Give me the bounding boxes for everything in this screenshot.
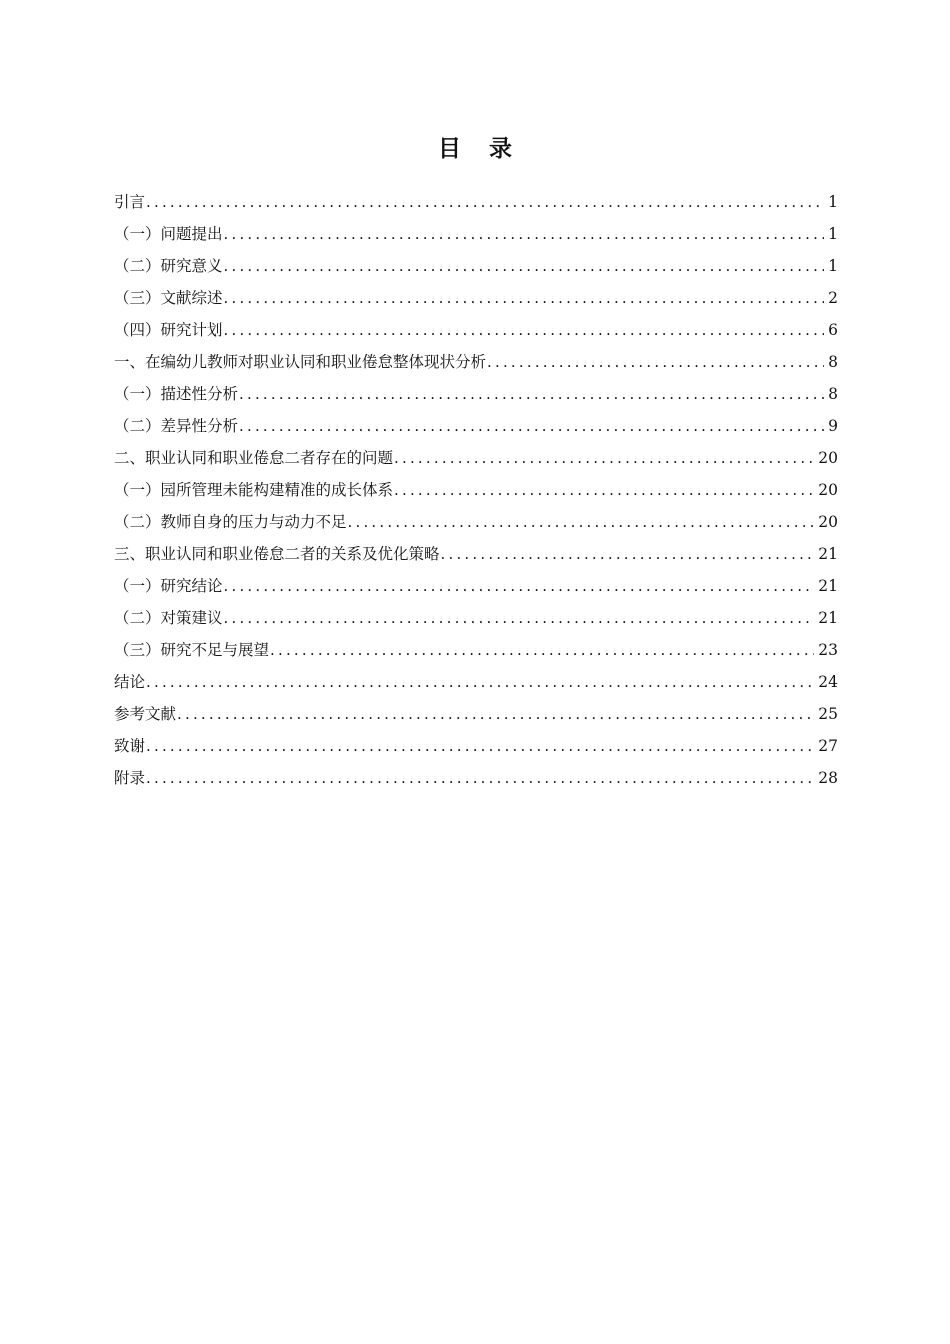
toc-page-number: 23 bbox=[818, 641, 838, 659]
toc-entry-label: （三）研究不足与展望 bbox=[114, 641, 270, 659]
toc-entry[interactable] bbox=[114, 282, 838, 314]
toc-entry-label: （二）研究意义 bbox=[114, 257, 223, 275]
toc-page-number: 2 bbox=[828, 289, 838, 307]
toc-page-number: 1 bbox=[828, 225, 838, 243]
toc-page-number: 20 bbox=[818, 513, 838, 531]
toc-entry-label: （二）对策建议 bbox=[114, 609, 223, 627]
toc-entry[interactable] bbox=[114, 186, 838, 218]
toc-entry[interactable] bbox=[114, 602, 838, 634]
toc-entry-label: （二）教师自身的压力与动力不足 bbox=[114, 513, 347, 531]
toc-entry[interactable] bbox=[114, 314, 838, 346]
toc-dot-leader bbox=[224, 218, 825, 250]
toc-page-number: 9 bbox=[828, 417, 838, 435]
toc-dot-leader bbox=[441, 538, 815, 570]
toc-page-number: 28 bbox=[818, 769, 838, 787]
toc-page-number: 1 bbox=[828, 193, 838, 211]
toc-entry-label: （一）园所管理未能构建精准的成长体系 bbox=[114, 481, 394, 499]
toc-dot-leader bbox=[270, 634, 814, 666]
toc-dot-leader bbox=[348, 506, 815, 538]
toc-dot-leader bbox=[394, 442, 814, 474]
toc-page-number: 20 bbox=[818, 481, 838, 499]
toc-page-number: 21 bbox=[818, 545, 838, 563]
toc-entry[interactable] bbox=[114, 218, 838, 250]
toc-entry[interactable] bbox=[114, 698, 838, 730]
toc-entry-label: 附录 bbox=[114, 769, 146, 787]
toc-entry[interactable] bbox=[114, 410, 838, 442]
toc-entry[interactable] bbox=[114, 250, 838, 282]
toc-page-number: 8 bbox=[828, 353, 838, 371]
toc-entry[interactable] bbox=[114, 346, 838, 378]
toc-entry-label: 二、职业认同和职业倦怠二者存在的问题 bbox=[114, 449, 394, 467]
toc-page-number: 25 bbox=[818, 705, 838, 723]
toc-entry-label: 致谢 bbox=[114, 737, 146, 755]
toc-dot-leader bbox=[177, 698, 814, 730]
toc-dot-leader bbox=[224, 314, 825, 346]
page-title: 目 录 bbox=[437, 136, 522, 162]
toc-entry-label: 三、职业认同和职业倦怠二者的关系及优化策略 bbox=[114, 545, 440, 563]
toc-dot-leader bbox=[146, 666, 814, 698]
toc-page-number: 20 bbox=[818, 449, 838, 467]
toc-entry[interactable] bbox=[114, 378, 838, 410]
toc-dot-leader bbox=[239, 378, 824, 410]
table-of-contents bbox=[114, 186, 838, 794]
toc-entry-label: 引言 bbox=[114, 193, 146, 211]
toc-dot-leader bbox=[224, 570, 815, 602]
toc-dot-leader bbox=[146, 186, 824, 218]
toc-dot-leader bbox=[239, 410, 824, 442]
toc-entry-label: （四）研究计划 bbox=[114, 321, 223, 339]
toc-entry-label: （三）文献综述 bbox=[114, 289, 223, 307]
toc-dot-leader bbox=[146, 762, 814, 794]
toc-dot-leader bbox=[487, 346, 824, 378]
toc-entry[interactable] bbox=[114, 634, 838, 666]
toc-entry-label: 一、在编幼儿教师对职业认同和职业倦怠整体现状分析 bbox=[114, 353, 487, 371]
toc-entry[interactable] bbox=[114, 538, 838, 570]
toc-entry-label: （一）问题提出 bbox=[114, 225, 223, 243]
toc-entry-label: 参考文献 bbox=[114, 705, 177, 723]
toc-page-number: 21 bbox=[818, 609, 838, 627]
toc-page-number: 27 bbox=[818, 737, 838, 755]
toc-entry-label: （二）差异性分析 bbox=[114, 417, 239, 435]
toc-dot-leader bbox=[394, 474, 814, 506]
toc-page-number: 1 bbox=[828, 257, 838, 275]
toc-dot-leader bbox=[146, 730, 814, 762]
toc-entry[interactable] bbox=[114, 762, 838, 794]
toc-page-number: 6 bbox=[828, 321, 838, 339]
toc-page-number: 24 bbox=[818, 673, 838, 691]
toc-entry[interactable] bbox=[114, 474, 838, 506]
toc-entry[interactable] bbox=[114, 730, 838, 762]
toc-dot-leader bbox=[224, 602, 815, 634]
toc-page-number: 21 bbox=[818, 577, 838, 595]
toc-entry[interactable] bbox=[114, 666, 838, 698]
toc-dot-leader bbox=[224, 282, 825, 314]
toc-entry[interactable] bbox=[114, 506, 838, 538]
toc-entry-label: （一）研究结论 bbox=[114, 577, 223, 595]
toc-entry-label: （一）描述性分析 bbox=[114, 385, 239, 403]
toc-dot-leader bbox=[224, 250, 825, 282]
toc-entry[interactable] bbox=[114, 442, 838, 474]
toc-entry[interactable] bbox=[114, 570, 838, 602]
toc-page-number: 8 bbox=[828, 385, 838, 403]
toc-entry-label: 结论 bbox=[114, 673, 146, 691]
